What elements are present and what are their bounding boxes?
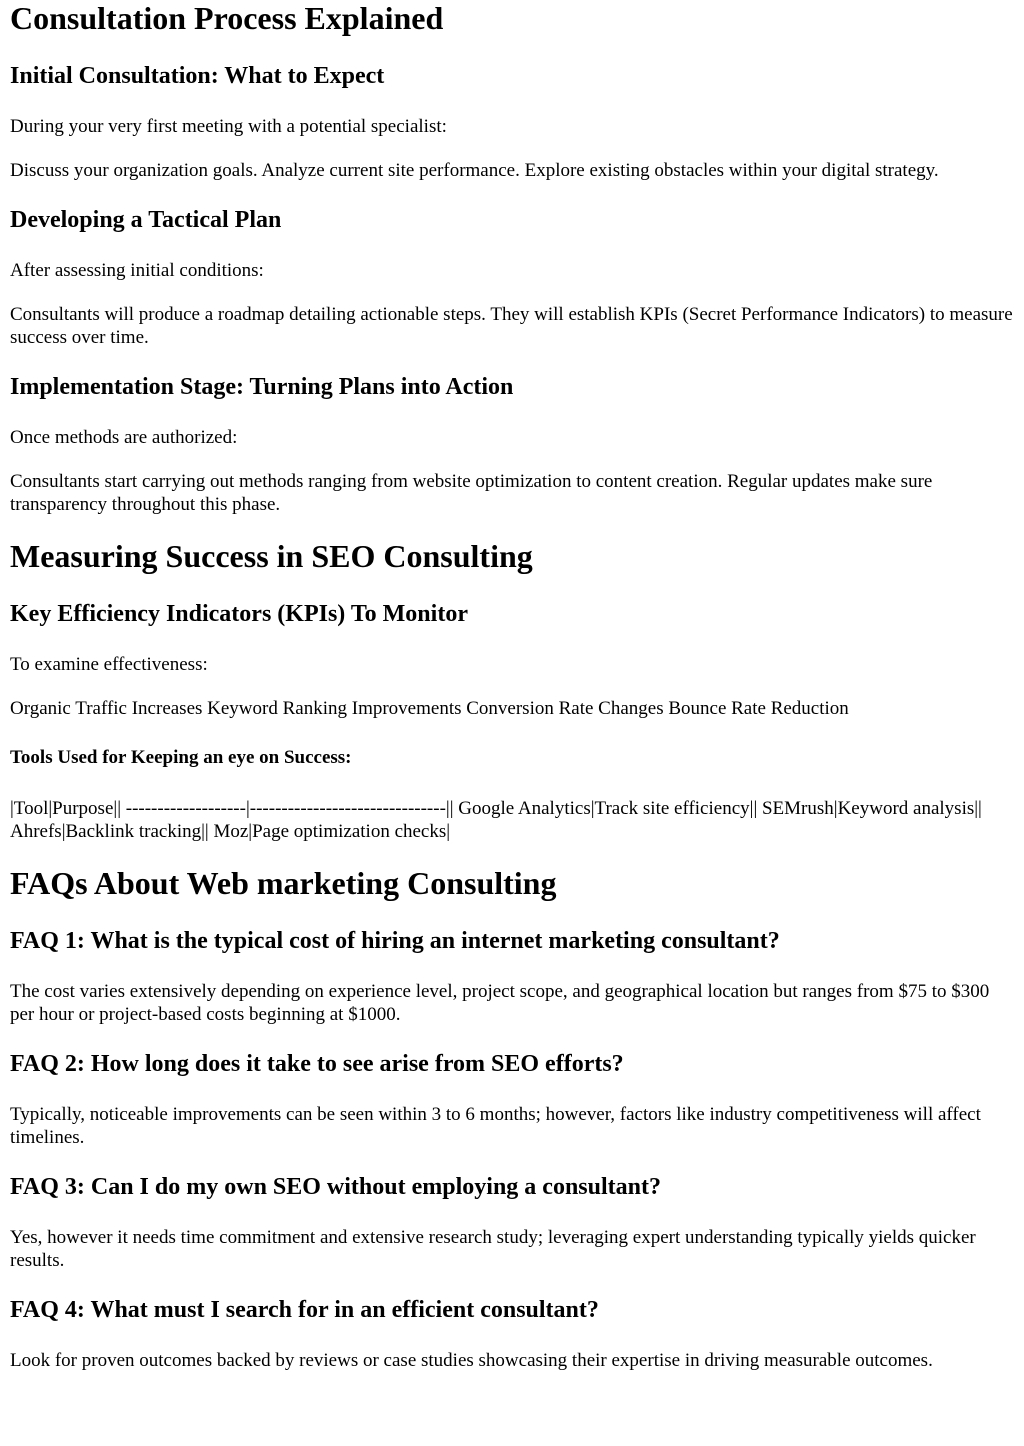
intro-implementation-stage: Once methods are authorized: — [10, 427, 238, 448]
body-tactical-plan: Consultants will produce a roadmap detailing actionable steps. They will establish KPIs (Secret Performance Indicators) to measure success over time. — [10, 304, 1013, 348]
heading-implementation-stage: Implementation Stage: Turning Plans into Action — [10, 374, 514, 400]
faq-answer-2: Typically, noticeable improvements can be seen within 3 to 6 months; however, factors like industry competitiveness will affect timelines. — [10, 1104, 981, 1148]
heading-kpis: Key Efficiency Indicators (KPIs) To Monitor — [10, 601, 468, 627]
heading-tools: Tools Used for Keeping an eye on Success: — [10, 747, 352, 768]
section-title-consultation-process: Consultation Process Explained — [10, 0, 444, 36]
body-kpis: Organic Traffic Increases Keyword Ranking Improvements Conversion Rate Changes Bounce Rate Reduction — [10, 698, 849, 719]
heading-initial-consultation: Initial Consultation: What to Expect — [10, 63, 385, 89]
faq-answer-3: Yes, however it needs time commitment and extensive research study; leveraging expert understanding typically yields quicker results. — [10, 1227, 976, 1271]
faq-question-1: FAQ 1: What is the typical cost of hiring an internet marketing consultant? — [10, 928, 780, 954]
faq-question-2: FAQ 2: How long does it take to see arise from SEO efforts? — [10, 1051, 624, 1077]
heading-tactical-plan: Developing a Tactical Plan — [10, 207, 282, 233]
body-implementation-stage: Consultants start carrying out methods ranging from website optimization to content creation. Regular updates make sure transparency throughout this phase. — [10, 471, 933, 515]
intro-kpis: To examine effectiveness: — [10, 654, 208, 675]
intro-tactical-plan: After assessing initial conditions: — [10, 260, 264, 281]
section-title-measuring-success: Measuring Success in SEO Consulting — [10, 538, 533, 574]
faq-question-3: FAQ 3: Can I do my own SEO without employing a consultant? — [10, 1174, 661, 1200]
body-initial-consultation: Discuss your organization goals. Analyze current site performance. Explore existing obstacles within your digital strategy. — [10, 160, 939, 181]
section-title-faqs: FAQs About Web marketing Consulting — [10, 865, 557, 901]
faq-question-4: FAQ 4: What must I search for in an efficient consultant? — [10, 1297, 599, 1323]
faq-answer-1: The cost varies extensively depending on experience level, project scope, and geographical location but ranges from $75 to $300 per hour or project-based costs beginning at $1000. — [10, 981, 990, 1025]
faq-answer-4: Look for proven outcomes backed by reviews or case studies showcasing their expertise in driving measurable outcomes. — [10, 1350, 933, 1371]
body-tools-table: |Tool|Purpose|| -------------------|-------------------------------|| Google Analytics|Track site efficiency|| SEMrush|Keyword analysis|| Ahrefs|Backlink tracking|| Moz|Page optimization checks| — [10, 798, 982, 842]
intro-initial-consultation: During your very first meeting with a potential specialist: — [10, 116, 447, 137]
